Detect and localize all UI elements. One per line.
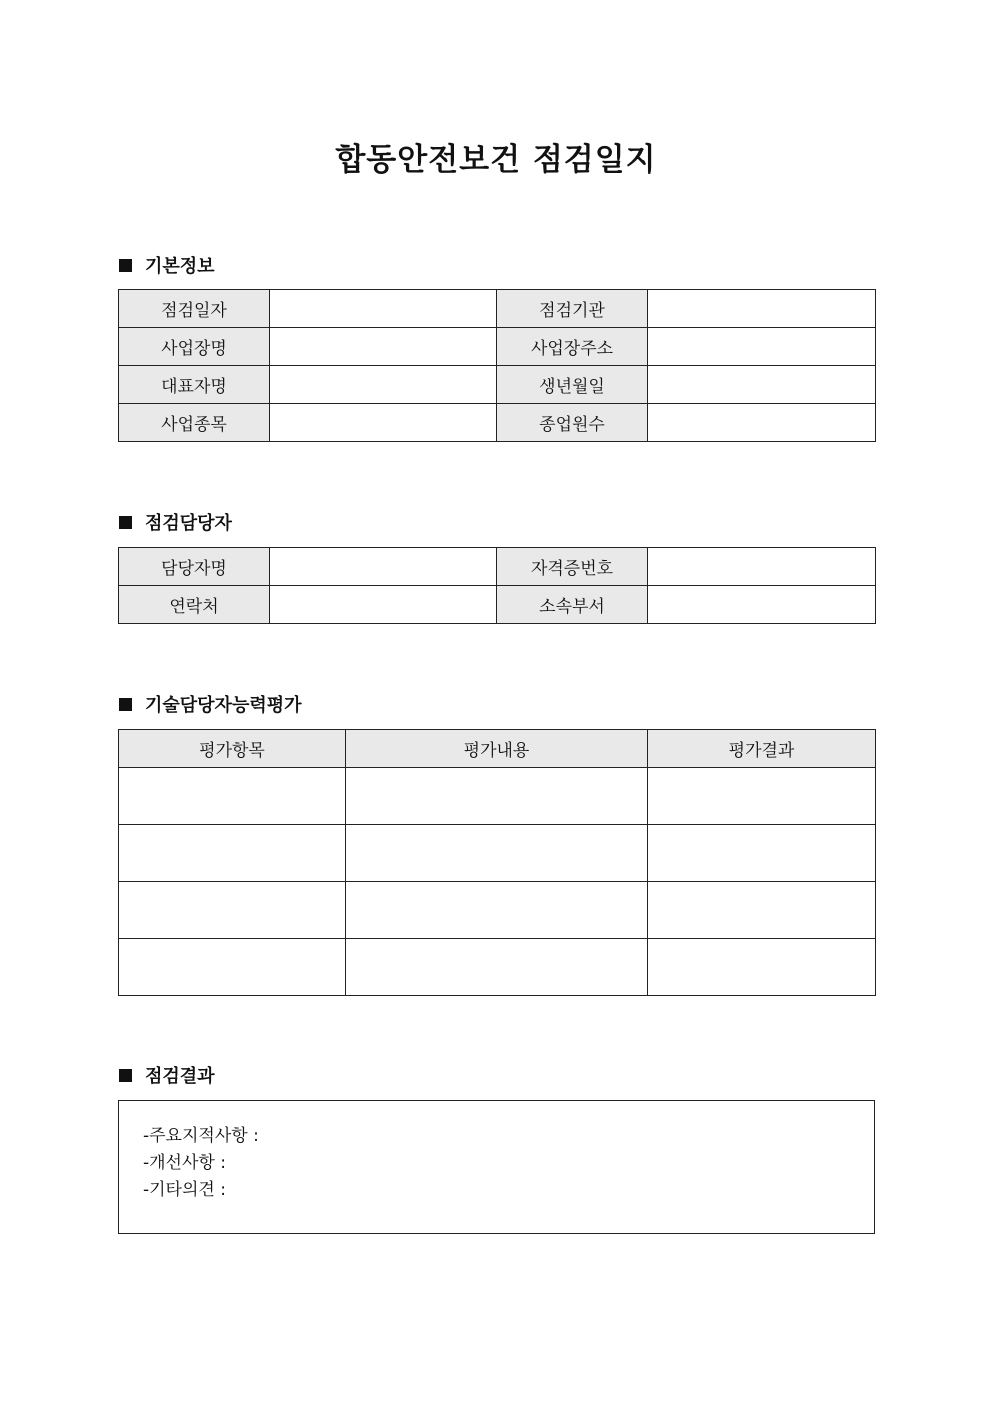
page-title: 합동안전보건 점검일지 [335,142,657,178]
evaluation-content-cell[interactable] [346,825,648,882]
evaluation-item-cell[interactable] [119,939,346,996]
field-label: 점검일자 [119,290,270,328]
section-heading-label: 점검결과 [145,1066,215,1087]
basic-info-table [118,289,876,442]
table-row [119,404,876,442]
field-label: 사업종목 [119,404,270,442]
workplace-name-field[interactable] [270,328,497,366]
section-heading-evaluation [119,692,302,716]
evaluation-item-cell[interactable] [119,825,346,882]
license-number-field[interactable] [648,548,876,586]
contact-field[interactable] [270,586,497,624]
field-label: 생년월일 [497,366,648,404]
evaluation-item-cell[interactable] [119,768,346,825]
inspection-date-field[interactable] [270,290,497,328]
section-heading-inspector [119,510,232,534]
field-label: 자격증번호 [497,548,648,586]
evaluation-content-cell[interactable] [346,882,648,939]
inspection-agency-field[interactable] [648,290,876,328]
inspector-table [118,547,876,624]
evaluation-result-cell[interactable] [648,768,876,825]
table-row [119,882,876,939]
column-header: 평가결과 [648,730,876,768]
table-row [119,290,876,328]
square-bullet-icon [119,516,132,529]
table-row [119,939,876,996]
table-row [119,366,876,404]
table-row [119,328,876,366]
field-label: 대표자명 [119,366,270,404]
workplace-address-field[interactable] [648,328,876,366]
evaluation-result-cell[interactable] [648,882,876,939]
employee-count-field[interactable] [648,404,876,442]
section-heading-label: 기본정보 [145,256,215,277]
field-label: 담당자명 [119,548,270,586]
column-header: 평가내용 [346,730,648,768]
inspection-result-box[interactable] [118,1100,875,1234]
field-label: 사업장명 [119,328,270,366]
evaluation-result-cell[interactable] [648,825,876,882]
birth-date-field[interactable] [648,366,876,404]
field-label: 연락처 [119,586,270,624]
table-row [119,768,876,825]
representative-name-field[interactable] [270,366,497,404]
field-label: 종업원수 [497,404,648,442]
evaluation-content-cell[interactable] [346,939,648,996]
field-label: 점검기관 [497,290,648,328]
major-findings-line: -주요지적사항 : [143,1126,259,1146]
improvements-line: -개선사항 : [143,1153,226,1173]
table-row [119,825,876,882]
section-heading-label: 기술담당자능력평가 [145,695,302,716]
department-field[interactable] [648,586,876,624]
section-heading-result [119,1063,215,1087]
column-header: 평가항목 [119,730,346,768]
section-heading-label: 점검담당자 [145,513,232,534]
evaluation-result-cell[interactable] [648,939,876,996]
table-row [119,548,876,586]
square-bullet-icon [119,259,132,272]
field-label: 사업장주소 [497,328,648,366]
other-opinions-line: -기타의견 : [143,1180,226,1200]
square-bullet-icon [119,1069,132,1082]
manager-name-field[interactable] [270,548,497,586]
business-type-field[interactable] [270,404,497,442]
evaluation-table [118,729,876,996]
square-bullet-icon [119,698,132,711]
section-heading-basic [119,253,215,277]
evaluation-content-cell[interactable] [346,768,648,825]
table-header-row [119,730,876,768]
table-row [119,586,876,624]
field-label: 소속부서 [497,586,648,624]
evaluation-item-cell[interactable] [119,882,346,939]
